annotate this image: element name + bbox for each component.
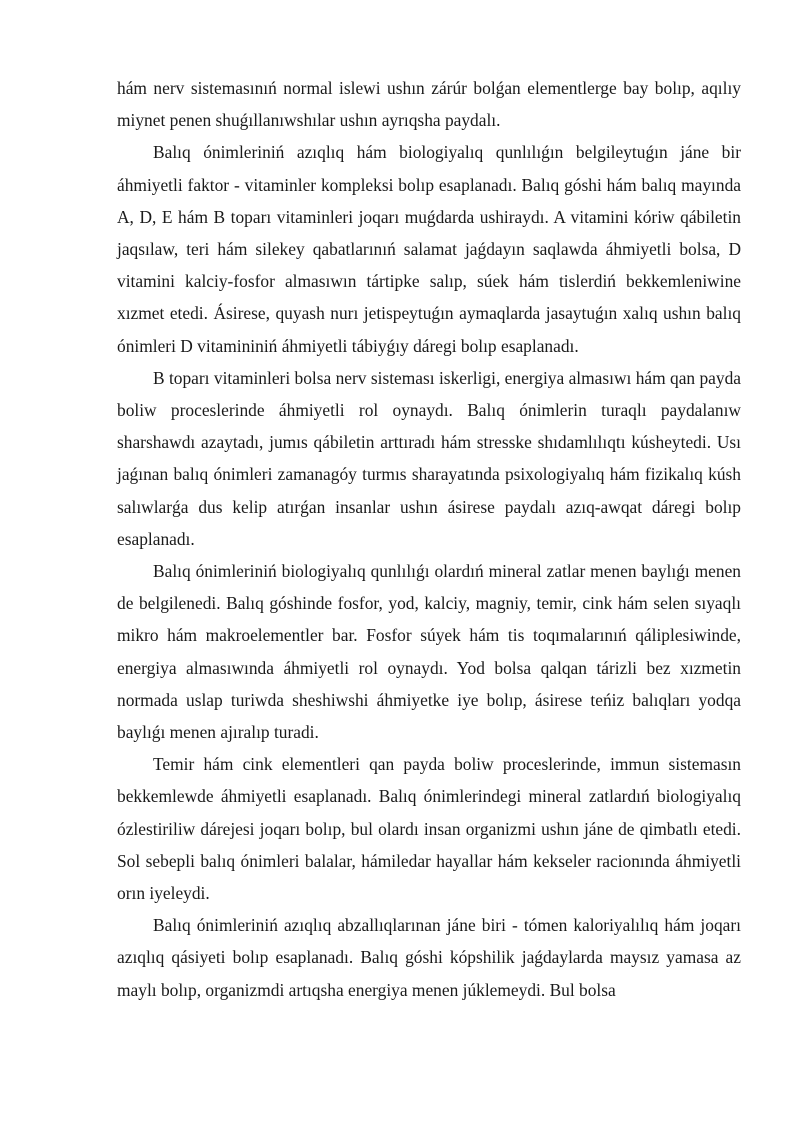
paragraph-continuation: hám nerv sistemasınıń normal islewi ushın zárúr bolǵan elementlerge bay bolıp, aqılıy miynet penen shuǵıllanıwshılar ushın ayrıqsha paydalı. (117, 78, 741, 131)
paragraph-minerals: Balıq ónimleriniń biologiyalıq qunlılıǵı olardıń mineral zatlar menen baylıǵı menen de belgilenedi. Balıq góshinde fosfor, yod, kalciy, magniy, temir, cink hám selen sıyaqlı mikro hám makroelementler bar. Fosfor súyek hám tis toqımalarınıń qáliplesiwinde, energiya almasıwında áhmiyetli rol oynaydı. Yod bolsa qalqan tárizli bez xızmetin normada uslap turiwda sheshiwshi áhmiyetke iye bolıp, ásirese teńiz balıqları yodqa baylıǵı menen ajıralıp turadi. (117, 561, 741, 743)
paragraph-vitamins: Balıq ónimleriniń azıqlıq hám biologiyalıq qunlılıǵın belgileytuǵın jáne bir áhmiyetli faktor - vitaminler kompleksi bolıp esaplanadı. Balıq góshi hám balıq mayında A, D, E hám B toparı vitaminleri joqarı muǵdarda ushiraydı. A vitamini kóriw qábiletin jaqsılaw, teri hám silekey qabatlarınıń salamat jaǵdayın saqlawda áhmiyetli bolsa, D vitamini kalciy-fosfor almasıwın tártipke salıp, súek hám tislerdiń bekkemleniwine xızmet etedi. Ásirese, quyash nurı jetispeytuǵın aymaqlarda jasaytuǵın xalıq ushın balıq ónimleri D vitamininiń áhmiyetli tábiyǵıy dáregi bolıp esaplanadı. (117, 142, 741, 356)
paragraph-low-calorie: Balıq ónimleriniń azıqlıq abzallıqlarınan jáne biri - tómen kaloriyalılıq hám joqarı azıqlıq qásiyeti bolıp esaplanadı. Balıq góshi kópshilik jaǵdaylarda maysız yamasa az maylı bolıp, organizmdi artıqsha energiya menen júklemeydi. Bul bolsa (117, 915, 741, 1000)
document-page (117, 72, 741, 1006)
paragraph-iron-zinc: Temir hám cink elementleri qan payda boliw proceslerinde, immun sistemasın bekkemlewde áhmiyetli esaplanadı. Balıq ónimlerindegi mineral zatlardıń biologiyalıq ózlestiriliw dárejesi joqarı bolıp, bul olardı insan organizmi ushın jáne de qimbatlı etedi. Sol sebepli balıq ónimleri balalar, hámiledar hayallar hám kekseler racionında áhmiyetli orın iyeleydi. (117, 754, 741, 904)
paragraph-b-vitamins: B toparı vitaminleri bolsa nerv sisteması iskerligi, energiya almasıwı hám qan payda boliw proceslerinde áhmiyetli rol oynaydı. Balıq ónimlerin turaqlı paydalanıw sharshawdı azaytadı, jumıs qábiletin arttıradı hám stresske shıdamlılıqtı kúsheytedi. Usı jaǵınan balıq ónimleri zamanagóy turmıs sharayatında psixologiyalıq hám fizikalıq kúsh salıwlarǵa dus kelip atırǵan insanlar ushın ásirese paydalı azıq-awqat dáregi bolıp esaplanadı. (117, 367, 741, 549)
